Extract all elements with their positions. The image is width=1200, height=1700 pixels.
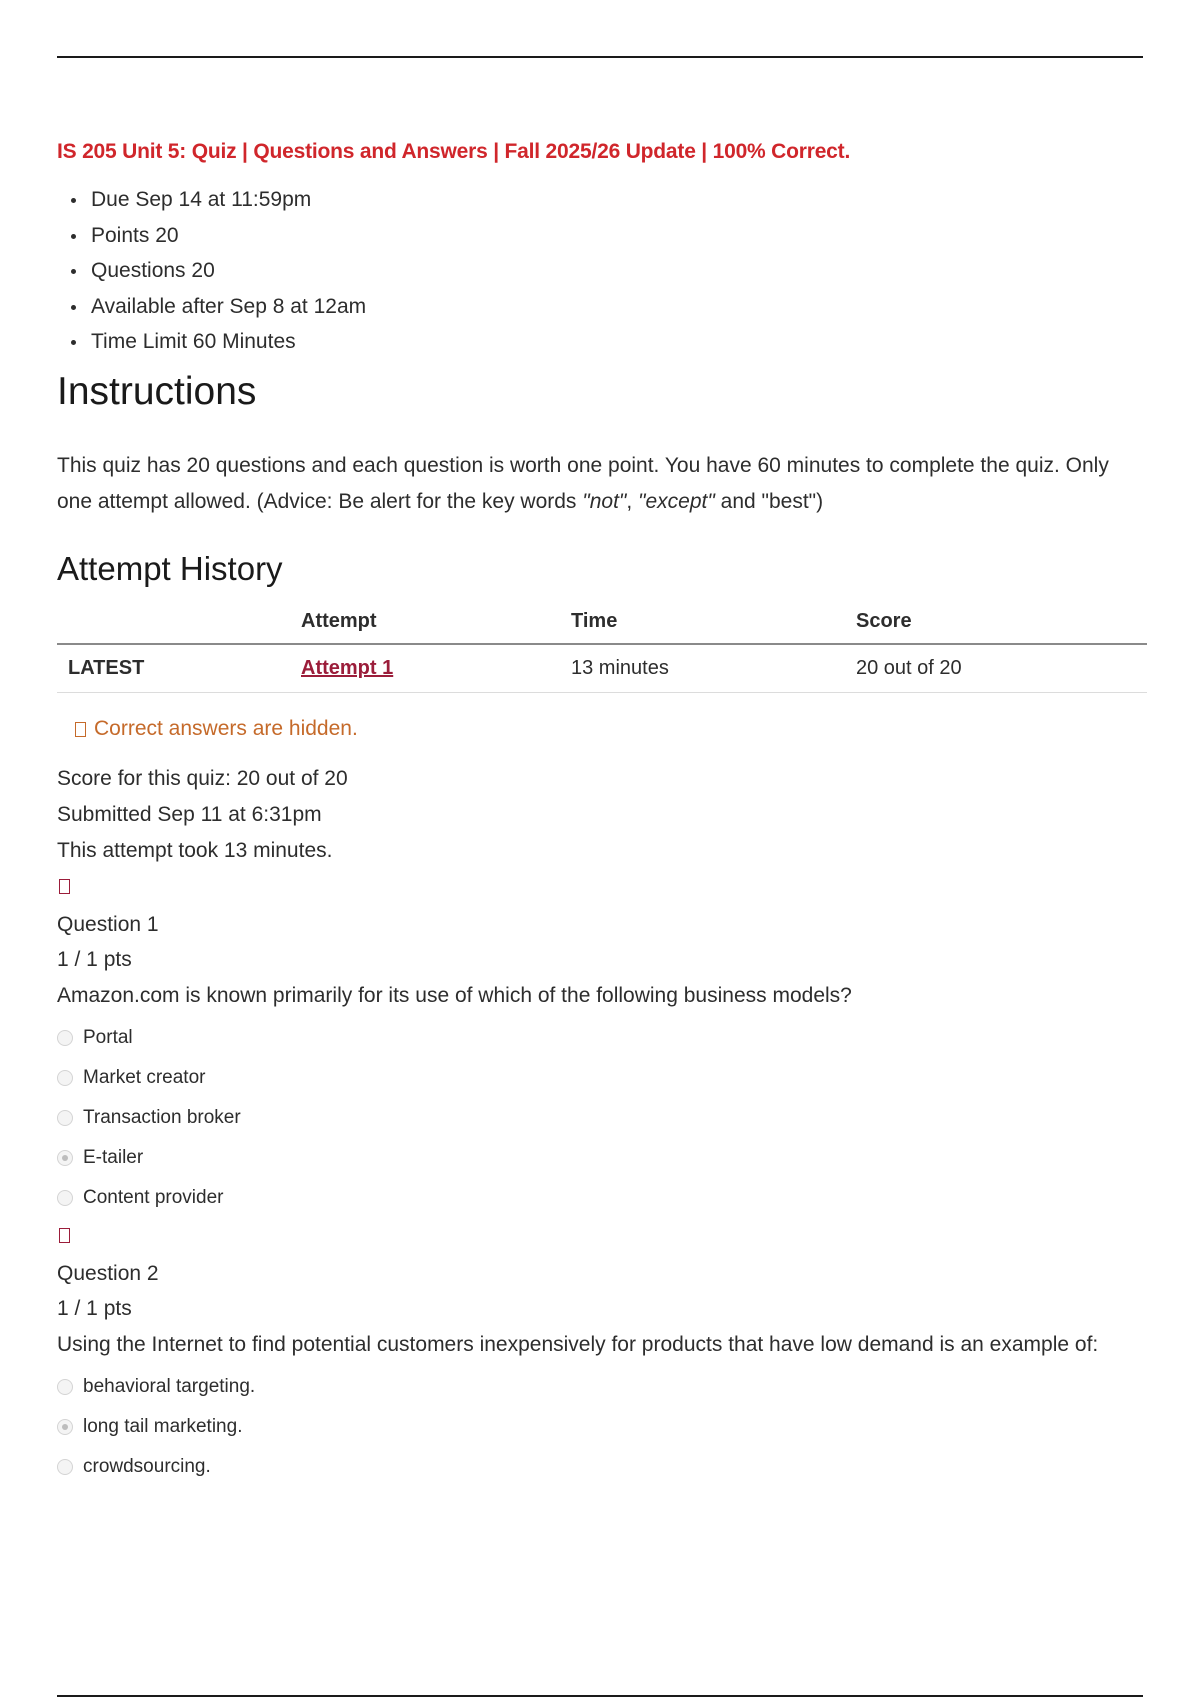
table-row	[57, 644, 1147, 693]
points: Points 20	[69, 218, 1147, 254]
document-title: IS 205 Unit 5: Quiz | Questions and Answers | Fall 2025/26 Update | 100% Correct.	[57, 140, 851, 163]
answers-hidden-notice	[75, 717, 1147, 741]
radio-button[interactable]	[57, 1459, 73, 1475]
header-score: Score	[856, 610, 1147, 644]
header-time: Time	[571, 610, 856, 644]
question-points: 1 / 1 pts	[57, 1296, 132, 1320]
radio-button[interactable]	[57, 1030, 73, 1046]
attempt-history-heading: Attempt History	[57, 549, 283, 587]
answer-option[interactable]: Transaction broker	[57, 1098, 1147, 1138]
question-count: Questions 20	[69, 253, 1147, 289]
flag-icon[interactable]	[59, 1228, 70, 1243]
instructions-heading: Instructions	[57, 369, 257, 413]
instructions-text: This quiz has 20 questions and each question is worth one point. You have 60 minutes to complete the quiz. Only one attempt allowed. (Advice: Be alert for the key words "not", "except" and "best")	[57, 453, 1109, 513]
answer-option[interactable]: Content provider	[57, 1178, 1147, 1218]
attempt-score: 20 out of 20	[856, 644, 1147, 693]
answer-option[interactable]: Portal	[57, 1018, 1147, 1058]
quiz-page	[57, 140, 1147, 1487]
question-points: 1 / 1 pts	[57, 947, 132, 971]
answer-option-selected[interactable]: long tail marketing.	[57, 1407, 1147, 1447]
question-text: Using the Internet to find potential customers inexpensively for products that have low demand is an example of:	[57, 1332, 1099, 1356]
latest-label: LATEST	[57, 644, 301, 693]
answer-option[interactable]: behavioral targeting.	[57, 1367, 1147, 1407]
answer-option[interactable]: crowdsourcing.	[57, 1447, 1147, 1487]
quiz-details-list	[57, 182, 1147, 360]
flag-icon[interactable]	[59, 879, 70, 894]
radio-button[interactable]	[57, 1190, 73, 1206]
question-1	[57, 879, 1147, 1218]
question-text: Amazon.com is known primarily for its use of which of the following business models?	[57, 983, 852, 1007]
answer-option-selected[interactable]: E-tailer	[57, 1138, 1147, 1178]
info-icon	[75, 722, 86, 737]
radio-button-checked[interactable]	[57, 1150, 73, 1166]
quiz-score: Score for this quiz: 20 out of 20	[57, 766, 348, 790]
radio-button[interactable]	[57, 1379, 73, 1395]
header-blank	[57, 610, 301, 644]
attempt-duration: This attempt took 13 minutes.	[57, 838, 333, 862]
radio-button[interactable]	[57, 1110, 73, 1126]
notice-text: Correct answers are hidden.	[94, 716, 358, 740]
attempt-history-table	[57, 610, 1147, 693]
question-2	[57, 1228, 1147, 1487]
question-name: Question 2	[57, 1261, 159, 1285]
top-rule	[57, 56, 1143, 58]
attempt-1-link[interactable]: Attempt 1	[301, 656, 394, 679]
due-date: Due Sep 14 at 11:59pm	[69, 182, 1147, 218]
submitted-time: Submitted Sep 11 at 6:31pm	[57, 802, 322, 826]
time-limit: Time Limit 60 Minutes	[69, 324, 1147, 360]
attempt-time: 13 minutes	[571, 644, 856, 693]
attempt-summary	[57, 761, 1147, 869]
available-date: Available after Sep 8 at 12am	[69, 289, 1147, 325]
bottom-rule	[57, 1695, 1143, 1697]
header-attempt: Attempt	[301, 610, 571, 644]
question-name: Question 1	[57, 912, 159, 936]
radio-button-checked[interactable]	[57, 1419, 73, 1435]
answer-option[interactable]: Market creator	[57, 1058, 1147, 1098]
radio-button[interactable]	[57, 1070, 73, 1086]
